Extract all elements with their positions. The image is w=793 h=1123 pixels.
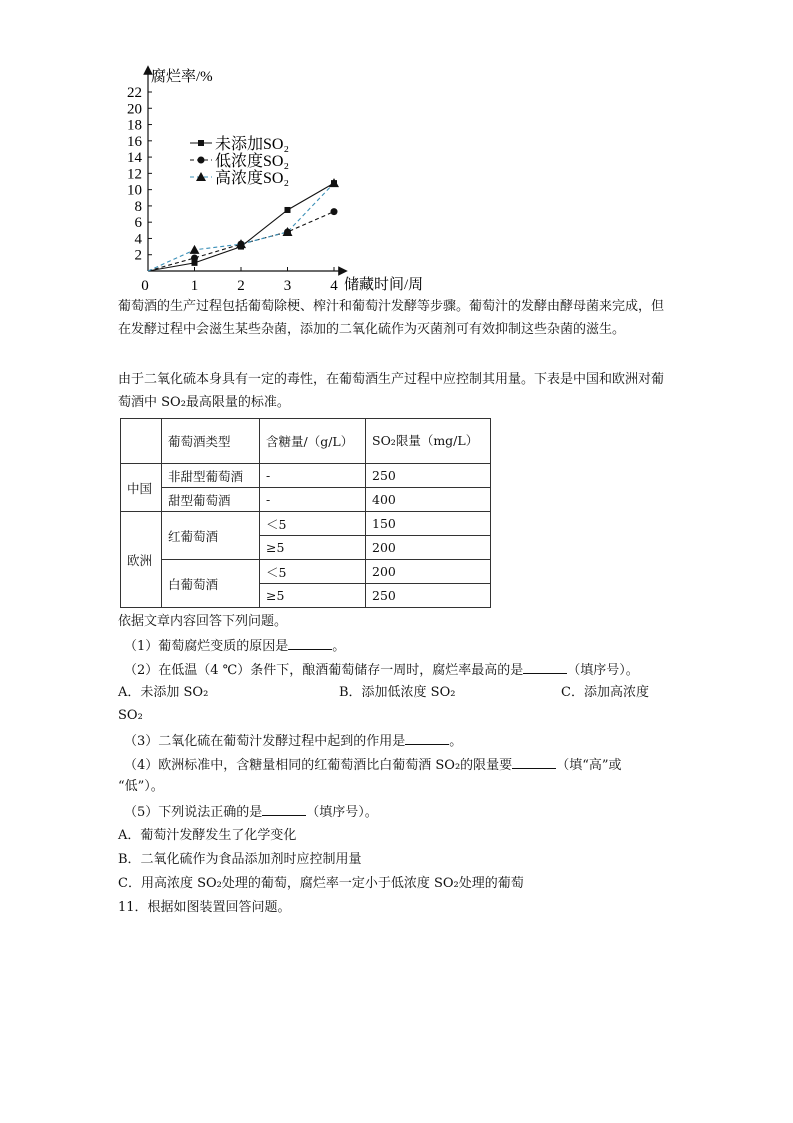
x-tick-label: 0 xyxy=(141,278,149,294)
y-tick-label: 2 xyxy=(134,247,142,264)
so2-limit-table xyxy=(120,418,491,608)
question-2-end: （填序号）。 xyxy=(567,663,639,678)
y-tick-label: 16 xyxy=(127,133,142,150)
q5-option-c: C．用高浓度 SO₂处理的葡萄，腐烂率一定小于低浓度 SO₂处理的葡萄 xyxy=(118,876,524,891)
x-tick-label: 3 xyxy=(283,278,292,294)
y-tick-label: 8 xyxy=(134,198,142,215)
question-2-text: （2）在低温（4 ℃）条件下，酿酒葡萄储存一周时，腐烂率最高的是 xyxy=(124,663,524,678)
question-4-end: （填“高”或 xyxy=(556,758,622,773)
y-tick-label: 14 xyxy=(127,150,142,167)
question-4-text: （4）欧洲标准中，含糖量相同的红葡萄酒比白葡萄酒 SO₂的限量要 xyxy=(124,758,513,773)
limit-cell: 250 xyxy=(366,464,491,488)
question-3-text: （3）二氧化硫在葡萄汁发酵过程中起到的作用是 xyxy=(124,734,406,749)
region-cell: 欧洲 xyxy=(121,512,162,608)
data-point xyxy=(329,178,339,187)
limit-cell: 200 xyxy=(366,536,491,560)
sugar-cell: - xyxy=(260,488,366,512)
table-header-cell xyxy=(121,419,162,464)
legend-label: 未添加SO₂ xyxy=(215,136,290,153)
data-point xyxy=(283,227,293,236)
answer-blank-1[interactable] xyxy=(288,637,332,650)
wine-type-cell: 红葡萄酒 xyxy=(162,512,260,560)
wine-type-cell: 白葡萄酒 xyxy=(162,560,260,608)
question-5-text: （5）下列说法正确的是 xyxy=(124,805,263,820)
legend-label: 高浓度SO₂ xyxy=(215,170,290,187)
y-tick-label: 22 xyxy=(127,85,142,101)
data-point xyxy=(285,207,291,213)
x-axis-label: 储藏时间/周 xyxy=(344,277,424,293)
x-tick-label: 2 xyxy=(237,278,245,294)
question-1 xyxy=(124,637,345,655)
y-tick-label: 20 xyxy=(127,101,142,118)
x-tick-label: 4 xyxy=(330,278,338,294)
q5-option-a: A．葡萄汁发酵发生了化学变化 xyxy=(118,828,297,843)
series-line xyxy=(148,183,334,271)
table-header-cell: SO₂限量（mg/L） xyxy=(366,419,491,464)
y-tick-label: 4 xyxy=(134,231,142,248)
limit-cell: 400 xyxy=(366,488,491,512)
table-row xyxy=(121,560,491,584)
answer-blank-4[interactable] xyxy=(512,756,556,769)
limit-cell: 150 xyxy=(366,512,491,536)
answer-blank-2[interactable] xyxy=(523,661,567,674)
q2-option-a: A．未添加 SO₂ xyxy=(118,685,209,700)
y-tick-label: 6 xyxy=(134,215,142,232)
wine-type-cell: 非甜型葡萄酒 xyxy=(162,464,260,488)
answer-blank-3[interactable] xyxy=(405,732,449,745)
table-row xyxy=(121,488,491,512)
data-point xyxy=(331,208,338,215)
legend-marker xyxy=(198,157,205,164)
y-tick-label: 18 xyxy=(127,117,142,134)
q2-option-c: C．添加高浓度 xyxy=(561,685,649,700)
limit-cell: 250 xyxy=(366,584,491,608)
intro-paragraph-2: 由于二氧化硫本身具有一定的毒性，在葡萄酒生产过程中应控制其用量。下表是中国和欧洲对葡萄酒中 SO₂最高限量的标准。 xyxy=(118,372,665,410)
limit-cell: 200 xyxy=(366,560,491,584)
table-header-cell: 含糖量/（g/L） xyxy=(260,419,366,464)
next-question: 11．根据如图装置回答问题。 xyxy=(118,900,291,915)
sugar-cell: ＜5 xyxy=(260,512,366,536)
answer-blank-5[interactable] xyxy=(262,803,306,816)
x-tick-label: 1 xyxy=(190,278,199,294)
legend-marker xyxy=(198,140,204,146)
question-5-end: （填序号）。 xyxy=(306,805,378,820)
question-3 xyxy=(124,732,462,750)
data-point xyxy=(190,245,200,254)
table-row xyxy=(121,512,491,536)
question-4-cont: “低”）。 xyxy=(118,779,164,794)
question-1-end: 。 xyxy=(332,639,346,654)
y-axis-label: 腐烂率/% xyxy=(151,69,213,85)
sugar-cell: ＜5 xyxy=(260,560,366,584)
question-3-end: 。 xyxy=(449,734,463,749)
intro-paragraph-1: 葡萄酒的生产过程包括葡萄除梗、榨汁和葡萄汁发酵等步骤。葡萄汁的发酵由酵母菌来完成，但在发酵过程中会滋生某些杂菌，添加的二氧化硫作为灭菌剂可有效抑制这些杂菌的滋生。 xyxy=(118,299,665,337)
question-1-text: （1）葡萄腐烂变质的原因是 xyxy=(124,639,289,654)
rot-rate-chart xyxy=(115,62,455,294)
sugar-cell: ≥5 xyxy=(260,584,366,608)
question-4 xyxy=(124,756,621,774)
table-header-row xyxy=(121,419,491,464)
legend-label: 低浓度SO₂ xyxy=(215,153,290,170)
questions-lead: 依据文章内容回答下列问题。 xyxy=(118,614,288,629)
question-2 xyxy=(124,661,639,679)
region-cell: 中国 xyxy=(121,464,162,512)
q5-option-b: B．二氧化硫作为食品添加剂时应控制用量 xyxy=(118,852,362,867)
question-5 xyxy=(124,803,378,821)
sugar-cell: ≥5 xyxy=(260,536,366,560)
sugar-cell: - xyxy=(260,464,366,488)
q2-option-c-cont: SO₂ xyxy=(118,708,143,723)
table-header-cell: 葡萄酒类型 xyxy=(162,419,260,464)
table-row xyxy=(121,464,491,488)
y-tick-label: 10 xyxy=(127,182,142,199)
wine-type-cell: 甜型葡萄酒 xyxy=(162,488,260,512)
q2-option-b: B．添加低浓度 SO₂ xyxy=(339,685,456,700)
data-point xyxy=(191,254,198,261)
y-tick-label: 12 xyxy=(127,166,142,183)
